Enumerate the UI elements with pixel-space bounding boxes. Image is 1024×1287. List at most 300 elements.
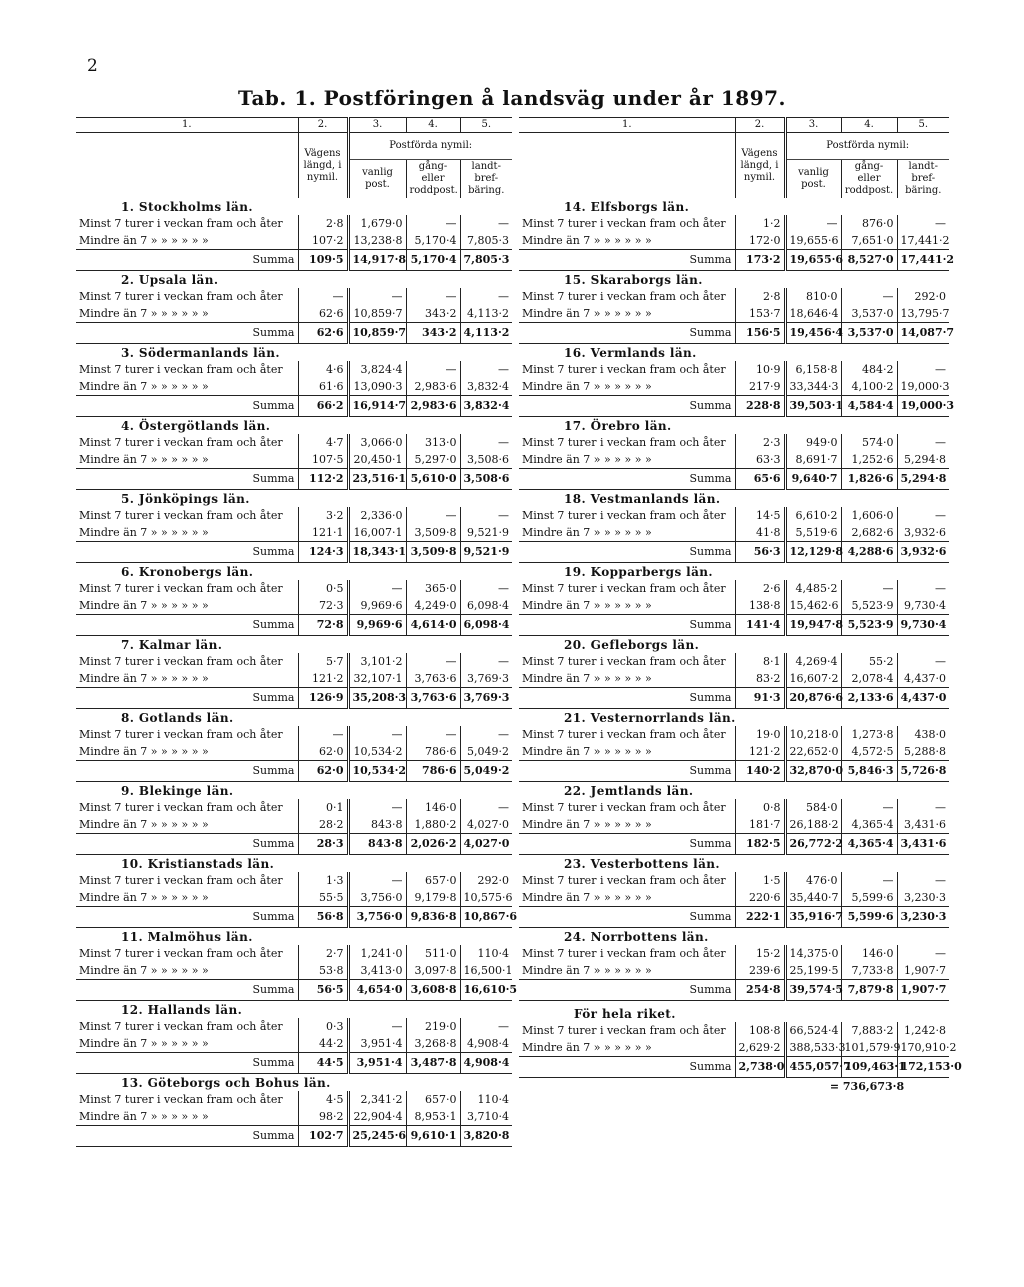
row-label: Mindre än 7 » » » » » » [522,452,652,466]
length-value: 112·2 [298,469,348,490]
county-name: 16. Vermlands län. [564,345,697,360]
rural-value: 110·4 [460,1091,512,1108]
ordinary-value: 1,679·0 [348,215,406,232]
table-row [519,962,949,980]
walking-value: — [406,215,460,232]
row-label: Mindre än 7 » » » » » » [522,744,652,758]
row-label: Minst 7 turer i veckan fram och åter [522,654,726,668]
ordinary-value: 3,951·4 [348,1035,406,1053]
length-value: 2,629·2 [735,1039,785,1057]
ordinary-value: 26,772·2 [785,834,841,855]
header-rural: landt- bref- bäring. [460,160,512,199]
table-row [519,305,949,323]
ordinary-value: 3,101·2 [348,653,406,670]
walking-value: 3,763·6 [406,688,460,709]
table-row [76,507,512,524]
length-value: 138·8 [735,597,785,615]
rural-value: — [460,580,512,597]
length-value: 3·2 [298,507,348,524]
ordinary-value: 13,090·3 [348,378,406,396]
length-value: 173·2 [735,250,785,271]
header-ordinary: vanlig post. [348,160,406,199]
summa-label: Summa [76,615,298,636]
row-label: Mindre än 7 » » » » » » [522,306,652,320]
summa-row [76,688,512,709]
row-label: Minst 7 turer i veckan fram och åter [79,362,283,376]
county-header [519,709,949,727]
ordinary-value: 455,057·7 [785,1057,841,1078]
summa-label: Summa [519,323,735,344]
county-name: För hela riket. [574,1006,676,1021]
walking-value: — [841,288,897,305]
table-row [519,653,949,670]
walking-value: 146·0 [406,799,460,816]
summa-label: Summa [76,688,298,709]
county-name: 11. Malmöhus län. [121,929,253,944]
row-label: Minst 7 turer i veckan fram och åter [522,289,726,303]
walking-value: 574·0 [841,434,897,451]
walking-value: 8,953·1 [406,1108,460,1126]
county-header [519,855,949,873]
length-value: 172·0 [735,232,785,250]
rural-value: 7,805·3 [460,232,512,250]
walking-value: 5,523·9 [841,597,897,615]
length-value: 228·8 [735,396,785,417]
length-value: 124·3 [298,542,348,563]
walking-value: 1,826·6 [841,469,897,490]
summa-row [519,761,949,782]
rural-value: 3,508·6 [460,451,512,469]
table-row [519,507,949,524]
table-row [76,653,512,670]
county-name: 24. Norrbottens län. [564,929,709,944]
length-value: 1·2 [735,215,785,232]
walking-value: 3,537·0 [841,323,897,344]
ordinary-value: 22,904·4 [348,1108,406,1126]
county-name: 23. Vesterbottens län. [564,856,720,871]
summa-label: Summa [519,469,735,490]
table-row [519,889,949,907]
county-name: 18. Vestmanlands län. [564,491,721,506]
table-row [76,524,512,542]
ordinary-value: — [348,872,406,889]
ordinary-value: 16,607·2 [785,670,841,688]
row-label: Mindre än 7 » » » » » » [79,890,209,904]
row-label: Mindre än 7 » » » » » » [522,233,652,247]
colnum-4: 4. [406,118,460,133]
row-label: Minst 7 turer i veckan fram och åter [522,727,726,741]
county-header [519,344,949,362]
length-value: 62·6 [298,323,348,344]
summa-label: Summa [519,907,735,928]
summa-row [519,688,949,709]
length-value: 62·0 [298,761,348,782]
row-label: Minst 7 turer i veckan fram och åter [522,216,726,230]
ordinary-value: 2,336·0 [348,507,406,524]
left-table-body [76,198,518,1147]
colnum-3: 3. [785,118,841,133]
table-row [519,524,949,542]
county-name: 21. Vesternorrlands län. [564,710,736,725]
county-name: 19. Kopparbergs län. [564,564,714,579]
rural-value: 13,795·7 [897,305,949,323]
table-row [76,1091,512,1108]
county-name: 10. Kristianstads län. [121,856,275,871]
ordinary-value: 8,691·7 [785,451,841,469]
row-label: Mindre än 7 » » » » » » [522,379,652,393]
table-row [76,1035,512,1053]
colnum-5: 5. [460,118,512,133]
ordinary-value: 843·8 [348,834,406,855]
walking-value: — [406,288,460,305]
length-value: 2·8 [735,288,785,305]
walking-value: 1,252·6 [841,451,897,469]
rural-value: — [460,288,512,305]
colnum-5: 5. [897,118,949,133]
county-header [519,490,949,508]
walking-value: — [406,361,460,378]
right-table [519,117,962,1096]
walking-value: 9,179·8 [406,889,460,907]
length-value: 222·1 [735,907,785,928]
ordinary-value: 584·0 [785,799,841,816]
table-row [76,434,512,451]
county-name: 5. Jönköpings län. [121,491,250,506]
rural-value: 438·0 [897,726,949,743]
table-row [76,361,512,378]
ordinary-value: 15,462·6 [785,597,841,615]
grand-total-row [519,1078,949,1097]
length-value: 107·2 [298,232,348,250]
ordinary-value: 949·0 [785,434,841,451]
header-group: Postförda nymil: [785,133,949,160]
summa-row [76,542,512,563]
length-value: 2·7 [298,945,348,962]
rural-value: 3,710·4 [460,1108,512,1126]
row-label: Minst 7 turer i veckan fram och åter [79,654,283,668]
summa-row [519,542,949,563]
rural-value: 7,805·3 [460,250,512,271]
length-value: 65·6 [735,469,785,490]
right-table-body [519,198,962,1096]
summa-row [519,615,949,636]
summa-label: Summa [519,615,735,636]
rural-value: 4,027·0 [460,816,512,834]
length-value: 126·9 [298,688,348,709]
ordinary-value: 12,129·8 [785,542,841,563]
walking-value: 786·6 [406,743,460,761]
length-value: 4·7 [298,434,348,451]
walking-value: 511·0 [406,945,460,962]
length-value: 108·8 [735,1022,785,1039]
colnum-2: 2. [735,118,785,133]
summa-label: Summa [519,542,735,563]
walking-value: 9,610·1 [406,1126,460,1147]
walking-value: 2,026·2 [406,834,460,855]
walking-value: 8,527·0 [841,250,897,271]
county-name: 6. Kronobergs län. [121,564,254,579]
right-table-container [519,117,962,1096]
county-header [519,198,949,215]
row-label: Minst 7 turer i veckan fram och åter [79,873,283,887]
row-label: Mindre än 7 » » » » » » [79,525,209,539]
walking-value: 5,599·6 [841,907,897,928]
summa-row [76,1126,512,1147]
walking-value: 2,983·6 [406,396,460,417]
length-value: 62·6 [298,305,348,323]
table-row [76,1108,512,1126]
length-value: 1·3 [298,872,348,889]
length-value: 2,738·0 [735,1057,785,1078]
rural-value: 170,910·2 [897,1039,949,1057]
ordinary-value: 4,485·2 [785,580,841,597]
rural-value: — [897,434,949,451]
rural-value: 3,932·6 [897,542,949,563]
walking-value: 5,846·3 [841,761,897,782]
row-label: Minst 7 turer i veckan fram och åter [522,508,726,522]
rural-value: 10,575·6 [460,889,512,907]
length-value: 44·5 [298,1053,348,1074]
table-row [76,962,512,980]
summa-label: Summa [519,834,735,855]
county-name: 14. Elfsborgs län. [564,199,690,214]
table-row [519,816,949,834]
rural-value: 9,730·4 [897,597,949,615]
ordinary-value: 6,610·2 [785,507,841,524]
rural-value: 4,908·4 [460,1053,512,1074]
length-value: 254·8 [735,980,785,1001]
ordinary-value: — [348,288,406,305]
rural-value: — [897,215,949,232]
length-value: 0·8 [735,799,785,816]
rural-value: — [460,726,512,743]
walking-value: 2,983·6 [406,378,460,396]
row-label: Mindre än 7 » » » » » » [522,598,652,612]
ordinary-value: 10,218·0 [785,726,841,743]
header-walking: gång- eller roddpost. [841,160,897,199]
walking-value: 343·2 [406,305,460,323]
county-name: 1. Stockholms län. [121,199,253,214]
walking-value: 3,268·8 [406,1035,460,1053]
summa-label: Summa [76,834,298,855]
summa-row [519,980,949,1001]
rural-value: 19,000·3 [897,396,949,417]
walking-value: 657·0 [406,872,460,889]
walking-value: 101,579·9 [841,1039,897,1057]
walking-value: 313·0 [406,434,460,451]
county-name: 4. Östergötlands län. [121,418,271,433]
walking-value: 4,584·4 [841,396,897,417]
length-value: 8·1 [735,653,785,670]
length-value: 140·2 [735,761,785,782]
walking-value: 7,733·8 [841,962,897,980]
summa-row [76,1053,512,1074]
walking-value: 5,170·4 [406,250,460,271]
walking-value: 4,572·5 [841,743,897,761]
length-value: 66·2 [298,396,348,417]
table-row [519,1022,949,1039]
ordinary-value: 13,238·8 [348,232,406,250]
grand-total: = 736,673·8 [829,1080,905,1093]
length-value: 41·8 [735,524,785,542]
rural-value: 4,113·2 [460,305,512,323]
county-name: 2. Upsala län. [121,272,219,287]
table-row [519,670,949,688]
row-label: Minst 7 turer i veckan fram och åter [522,800,726,814]
rural-value: 3,832·4 [460,378,512,396]
ordinary-value: 25,199·5 [785,962,841,980]
table-row [76,378,512,396]
ordinary-value: 14,375·0 [785,945,841,962]
rural-value: — [897,872,949,889]
table-row [519,361,949,378]
ordinary-value: 35,208·3 [348,688,406,709]
ordinary-value: 35,916·7 [785,907,841,928]
rural-value: — [897,653,949,670]
length-value: 14·5 [735,507,785,524]
rural-value: 3,832·4 [460,396,512,417]
ordinary-value: 843·8 [348,816,406,834]
length-value: 0·1 [298,799,348,816]
county-name: 20. Gefleborgs län. [564,637,700,652]
ordinary-value: — [348,726,406,743]
rural-value: 4,437·0 [897,670,949,688]
ordinary-value: 16,007·1 [348,524,406,542]
table-row [76,945,512,962]
county-name: 9. Blekinge län. [121,783,234,798]
ordinary-value: 3,066·0 [348,434,406,451]
county-header [76,855,512,873]
row-label: Minst 7 turer i veckan fram och åter [522,946,726,960]
row-label: Minst 7 turer i veckan fram och åter [79,800,283,814]
ordinary-value: 476·0 [785,872,841,889]
length-value: 72·8 [298,615,348,636]
summa-row [519,323,949,344]
row-label: Mindre än 7 » » » » » » [522,817,652,831]
length-value: 141·4 [735,615,785,636]
length-value: 109·5 [298,250,348,271]
riket-header [519,1005,949,1022]
walking-value: 9,836·8 [406,907,460,928]
summa-label: Summa [519,250,735,271]
walking-value: 1,880·2 [406,816,460,834]
rural-value: 19,000·3 [897,378,949,396]
row-label: Mindre än 7 » » » » » » [79,963,209,977]
table-row [76,889,512,907]
table-row [76,451,512,469]
colnum-2: 2. [298,118,348,133]
rural-value: 6,098·4 [460,615,512,636]
header-length: Vägens längd, i nymil. [735,133,785,199]
rural-value: 3,230·3 [897,889,949,907]
walking-value: 3,608·8 [406,980,460,1001]
ordinary-value: 810·0 [785,288,841,305]
ordinary-value: 18,343·1 [348,542,406,563]
summa-label: Summa [519,688,735,709]
header-group: Postförda nymil: [348,133,512,160]
county-header [76,1001,512,1019]
table-row [76,232,512,250]
walking-value: 3,487·8 [406,1053,460,1074]
rural-value: — [460,507,512,524]
summa-row [76,907,512,928]
rural-value: 4,908·4 [460,1035,512,1053]
rural-value: 5,726·8 [897,761,949,782]
length-value: 56·5 [298,980,348,1001]
table-row [76,580,512,597]
row-label: Minst 7 turer i veckan fram och åter [522,435,726,449]
county-name: 15. Skaraborgs län. [564,272,703,287]
walking-value: 365·0 [406,580,460,597]
summa-row [519,907,949,928]
ordinary-value: 3,951·4 [348,1053,406,1074]
rural-value: — [897,361,949,378]
rural-value: 3,431·6 [897,834,949,855]
rural-value: 1,242·8 [897,1022,949,1039]
county-header [519,563,949,581]
row-label: Minst 7 turer i veckan fram och åter [79,216,283,230]
length-value: 107·5 [298,451,348,469]
summa-label: Summa [519,761,735,782]
rural-value: 16,500·1 [460,962,512,980]
rural-value: 17,441·2 [897,250,949,271]
ordinary-value: 10,534·2 [348,761,406,782]
ordinary-value: 3,756·0 [348,907,406,928]
summa-label: Summa [76,761,298,782]
ordinary-value: 19,655·6 [785,250,841,271]
length-value: 19·0 [735,726,785,743]
county-name: 8. Gotlands län. [121,710,234,725]
walking-value: 4,365·4 [841,816,897,834]
rural-value: 1,907·7 [897,980,949,1001]
table-row [76,597,512,615]
walking-value: 4,249·0 [406,597,460,615]
rural-value: — [460,215,512,232]
ordinary-value: 26,188·2 [785,816,841,834]
walking-value: 4,365·4 [841,834,897,855]
ordinary-value: 10,534·2 [348,743,406,761]
county-name: 12. Hallands län. [121,1002,243,1017]
ordinary-value: 1,241·0 [348,945,406,962]
summa-label: Summa [519,1057,735,1078]
summa-label: Summa [76,469,298,490]
table-row [519,288,949,305]
rural-value: 292·0 [460,872,512,889]
length-value: 98·2 [298,1108,348,1126]
rural-value: 14,087·7 [897,323,949,344]
row-label: Mindre än 7 » » » » » » [522,1040,652,1054]
length-value: — [298,726,348,743]
ordinary-value: 35,440·7 [785,889,841,907]
walking-value: 343·2 [406,323,460,344]
county-header [519,417,949,435]
header-length: Vägens längd, i nymil. [298,133,348,199]
county-header [76,417,512,435]
summa-label: Summa [519,980,735,1001]
rural-value: 16,610·5 [460,980,512,1001]
length-value: 61·6 [298,378,348,396]
county-header [76,928,512,946]
rural-value: — [897,507,949,524]
left-table [76,117,518,1147]
ordinary-value: — [785,215,841,232]
walking-value: 484·2 [841,361,897,378]
county-header [76,344,512,362]
walking-value: — [841,872,897,889]
length-value: 28·3 [298,834,348,855]
table-row [519,945,949,962]
rural-value: — [460,1018,512,1035]
